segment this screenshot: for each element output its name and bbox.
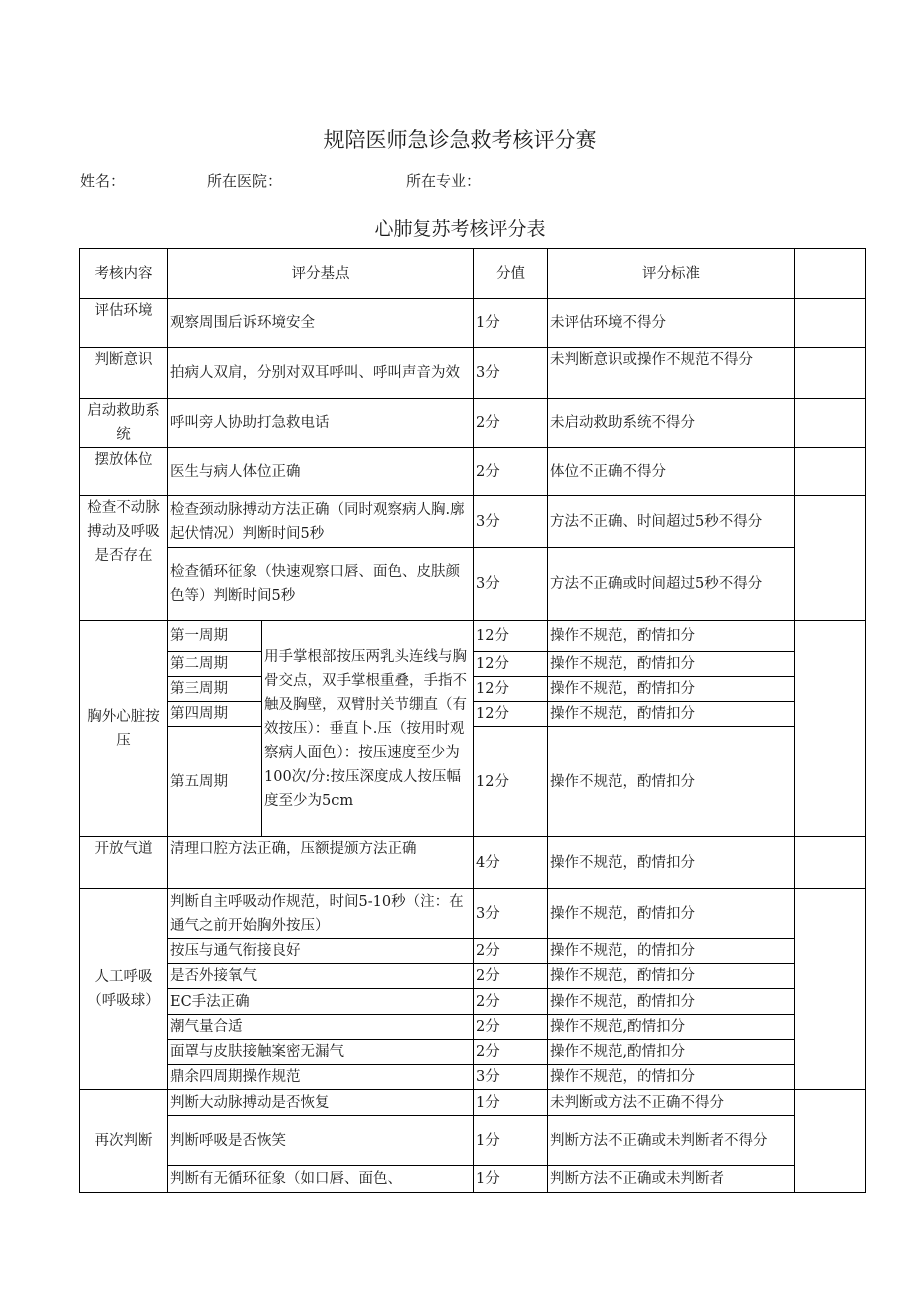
table-header-row: [80, 249, 866, 299]
standard-cell: 操作不规范，酌情扣分: [548, 989, 795, 1015]
criteria-cell: 检查颈动脉搏动方法正确（同时观察病人胸.廓起伏情况）判断时间5秒: [168, 496, 474, 548]
table-row: [80, 299, 866, 348]
category-cell: 再次判断: [80, 1090, 168, 1193]
criteria-cell: 医生与病人体位正确: [168, 448, 474, 496]
score-cell: 1分: [474, 1116, 548, 1166]
table-title: 心肺复苏考核评分表: [374, 218, 546, 240]
table-row: [80, 964, 866, 989]
standard-cell: 操作不规范，酌情扣分: [548, 964, 795, 989]
header-standard: 评分标准: [548, 249, 795, 299]
score-cell: 4分: [474, 837, 548, 889]
category-cell: 人工呼吸（呼吸球）: [80, 889, 168, 1090]
score-cell: 2分: [474, 1040, 548, 1065]
standard-cell: 操作不规范，酌情扣分: [548, 889, 795, 939]
criteria-cell: 判断自主呼吸动作规范，时间5-10秒（注：在通气之前开始胸外按压）: [168, 889, 474, 939]
standard-cell: 未判断或方法不正确不得分: [548, 1090, 795, 1116]
blank-cell: [795, 889, 866, 1090]
score-cell: 2分: [474, 939, 548, 964]
standard-cell: 方法不正确或时间超过5秒不得分: [548, 548, 795, 621]
score-cell: 3分: [474, 496, 548, 548]
score-cell: 1分: [474, 299, 548, 348]
standard-cell: 操作不规范，酌情扣分: [548, 652, 795, 677]
header-extra: [795, 249, 866, 299]
cycle-label: 第三周期: [168, 677, 262, 702]
blank-cell: [795, 348, 866, 399]
major-label: 所在专业：: [406, 172, 482, 190]
criteria-cell: 呼叫旁人协助打急救电话: [168, 399, 474, 448]
score-cell: 12分: [474, 621, 548, 652]
table-row: [80, 889, 866, 939]
score-cell: 12分: [474, 727, 548, 837]
hospital-label: 所在医院：: [207, 172, 283, 190]
score-cell: 1分: [474, 1166, 548, 1193]
compression-criteria: 用手掌根部按压两乳头连线与胸骨交点，双手掌根重叠，手指不触及胸壁，双臂肘关节绷直（有效按压）：垂直卜.压（按用时观察病人面色）：按压速度至少为100次/分:按压深度成人按压幅度至少为5cm: [262, 621, 474, 837]
criteria-cell: 面罩与皮肤接触案密无漏气: [168, 1040, 474, 1065]
cycle-label: 第一周期: [168, 621, 262, 652]
table-row: [80, 548, 866, 621]
standard-cell: 未评估环境不得分: [548, 299, 795, 348]
standard-cell: 操作不规范，酌情扣分: [548, 727, 795, 837]
blank-cell: [795, 399, 866, 448]
page-title: 规陪医师急诊急救考核评分赛: [323, 128, 597, 152]
blank-cell: [795, 496, 866, 621]
standard-cell: 操作不规范,酌情扣分: [548, 1015, 795, 1040]
standard-cell: 操作不规范，的情扣分: [548, 939, 795, 964]
table-row: [80, 1090, 866, 1116]
criteria-cell: 检查循环征象（快速观察口唇、面色、皮肤颜色等）判断时间5秒: [168, 548, 474, 621]
criteria-cell: 按压与通气衔接良好: [168, 939, 474, 964]
category-cell: 评估环境: [80, 299, 168, 348]
score-cell: 2分: [474, 448, 548, 496]
table-row: [80, 621, 866, 652]
standard-cell: 操作不规范，酌情扣分: [548, 621, 795, 652]
score-cell: 2分: [474, 1015, 548, 1040]
table-row: [80, 837, 866, 889]
category-cell: 启动救助系统: [80, 399, 168, 448]
table-row: [80, 1040, 866, 1065]
score-cell: 12分: [474, 652, 548, 677]
score-cell: 12分: [474, 702, 548, 727]
criteria-cell: 观察周围后诉环境安全: [168, 299, 474, 348]
standard-cell: 操作不规范，酌情扣分: [548, 837, 795, 889]
table-row: [80, 448, 866, 496]
blank-cell: [795, 621, 866, 837]
table-row: [80, 1116, 866, 1166]
score-cell: 2分: [474, 964, 548, 989]
standard-cell: 未判断意识或操作不规范不得分: [548, 348, 795, 399]
score-cell: 1分: [474, 1090, 548, 1116]
criteria-cell: 判断大动脉搏动是否恢复: [168, 1090, 474, 1116]
blank-cell: [795, 448, 866, 496]
table-row: [80, 1166, 866, 1193]
category-cell: 胸外心脏按压: [80, 621, 168, 837]
standard-cell: 体位不正确不得分: [548, 448, 795, 496]
score-table: [79, 248, 866, 1193]
category-cell: 开放气道: [80, 837, 168, 889]
table-row: [80, 1065, 866, 1090]
table-row: [80, 989, 866, 1015]
category-cell: 判断意识: [80, 348, 168, 399]
header-category: 考核内容: [80, 249, 168, 299]
criteria-cell: 潮气量合适: [168, 1015, 474, 1040]
header-score: 分值: [474, 249, 548, 299]
standard-cell: 操作不规范，酌情扣分: [548, 677, 795, 702]
name-label: 姓名：: [80, 172, 126, 190]
criteria-cell: 鼎余四周期操作规范: [168, 1065, 474, 1090]
score-cell: 3分: [474, 348, 548, 399]
criteria-cell: 是否外接氧气: [168, 964, 474, 989]
criteria-cell: 拍病人双肩，分别对双耳呼叫、呼叫声音为效: [168, 348, 474, 399]
score-cell: 3分: [474, 889, 548, 939]
cycle-label: 第四周期: [168, 702, 262, 727]
table-row: [80, 939, 866, 964]
standard-cell: 判断方法不正确或未判断者不得分: [548, 1116, 795, 1166]
standard-cell: 操作不规范，酌情扣分: [548, 702, 795, 727]
standard-cell: 操作不规范,酌情扣分: [548, 1040, 795, 1065]
score-cell: 2分: [474, 399, 548, 448]
score-cell: 3分: [474, 1065, 548, 1090]
criteria-cell: 清理口腔方法正确，压额提颁方法正确: [168, 837, 474, 889]
table-row: [80, 348, 866, 399]
criteria-cell: 判断呼吸是否恢笑: [168, 1116, 474, 1166]
cycle-label: 第五周期: [168, 727, 262, 837]
blank-cell: [795, 1090, 866, 1193]
score-cell: 2分: [474, 989, 548, 1015]
criteria-cell: EC手法正确: [168, 989, 474, 1015]
table-row: [80, 1015, 866, 1040]
category-cell: 摆放体位: [80, 448, 168, 496]
score-cell: 12分: [474, 677, 548, 702]
cycle-label: 第二周期: [168, 652, 262, 677]
standard-cell: 未启动救助系统不得分: [548, 399, 795, 448]
table-row: [80, 399, 866, 448]
header-criteria: 评分基点: [168, 249, 474, 299]
criteria-cell: 判断有无循环征象（如口唇、面色、: [168, 1166, 474, 1193]
score-cell: 3分: [474, 548, 548, 621]
category-cell: 检查不动脉搏动及呼吸是否存在: [80, 496, 168, 621]
standard-cell: 方法不正确、时间超过5秒不得分: [548, 496, 795, 548]
table-row: [80, 496, 866, 548]
standard-cell: 判断方法不正确或未判断者: [548, 1166, 795, 1193]
blank-cell: [795, 837, 866, 889]
blank-cell: [795, 299, 866, 348]
standard-cell: 操作不规范，的情扣分: [548, 1065, 795, 1090]
